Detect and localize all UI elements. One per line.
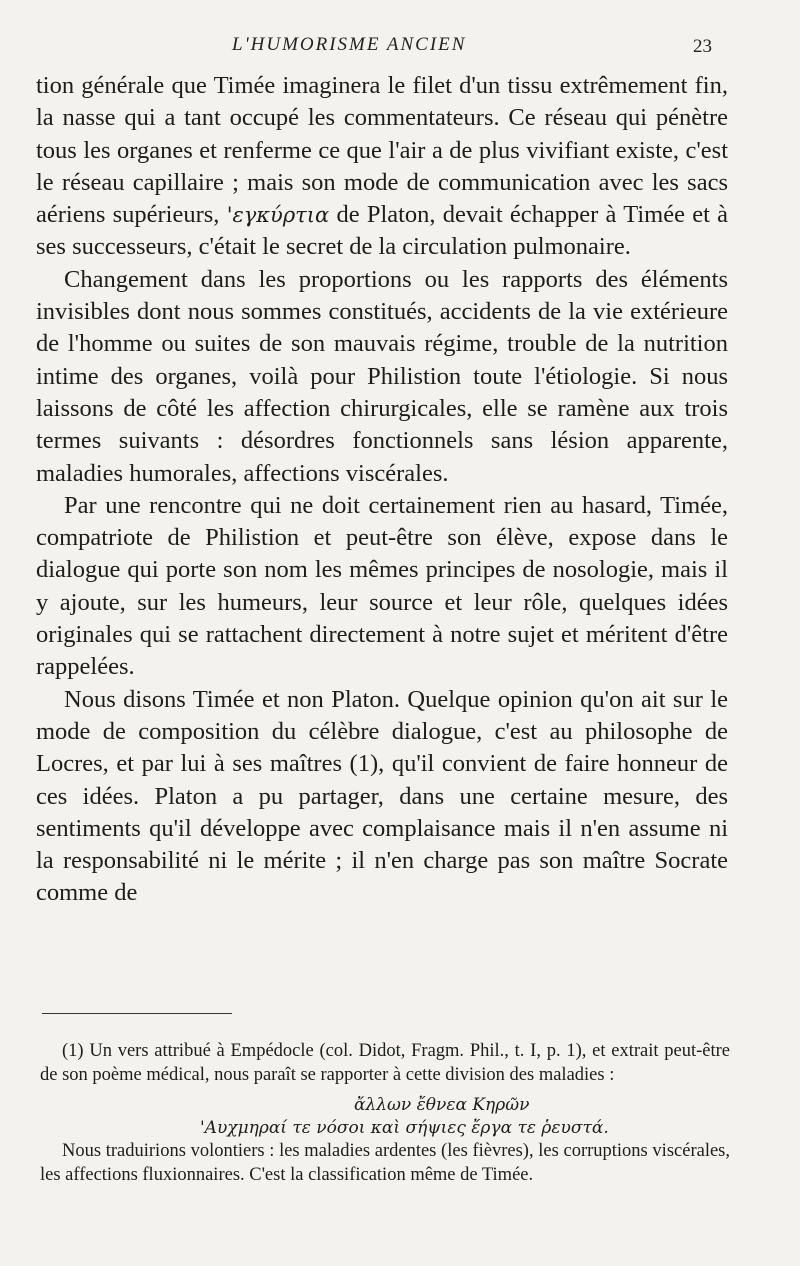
footnote-translation: Nous traduirions volontiers : les maladies ardentes (les fièvres), les corruptions viscérales, les affections fluxionnaires. C'est la classification même de Timée. (40, 1141, 730, 1185)
verse-line-1: ἄλλων ἔθνεα Κηρῶν (354, 1095, 530, 1115)
paragraph-1-text: tion générale que Timée imaginera le filet d'un tissu extrêmement fin, la nasse qui a tant occupé les commentateurs. Ce réseau qui pénètre tous les organes et renferme ce que l'air a de plus vivifiant existe, c'est le réseau capillaire ; mais son mode de communication avec les sacs aériens supérieurs, (36, 72, 728, 229)
main-text (36, 70, 728, 910)
footnote (40, 1040, 730, 1187)
paragraph-1 (36, 70, 728, 264)
page-number: 23 (693, 36, 712, 57)
running-title: L'HUMORISME ANCIEN (232, 34, 467, 55)
paragraph-4: Nous disons Timée et non Platon. Quelque opinion qu'on ait sur le mode de composition du célèbre dialogue, c'est au philosophe de Locres, et par lui à ses maîtres (1), qu'il convient de faire honneur de ces idées. Platon a pu partager, dans une certaine mesure, des sentiments qu'il développe avec complaisance mais il n'en assume ni la responsabilité ni le mérite ; il n'en charge pas son maître Socrate comme de (36, 685, 728, 907)
footnote-rule (42, 1013, 232, 1014)
greek-verse (40, 1087, 730, 1140)
verse-line-2: 'Αυχμηραί τε νόσοι καὶ σήψιες ἔργα τε ῥευστά. (200, 1118, 609, 1138)
paragraph-2: Changement dans les proportions ou les rapports des éléments invisibles dont nous sommes constitués, accidents de la vie extérieure de l'homme ou suites de son mauvais régime, trouble de la nutrition intime des organes, voilà pour Philistion toute l'étiologie. Si nous laissons de côté les affection chirurgicales, elle se ramène aux trois termes suivants : désordres fonctionnels sans lésion apparente, maladies humorales, affections viscérales. (36, 265, 728, 487)
paragraph-1-continuation: de Platon, devait échapper à Timée et à ses successeurs, c'était le secret de la circulation pulmonaire. (36, 201, 728, 261)
paragraph-3: Par une rencontre qui ne doit certainement rien au hasard, Timée, compatriote de Philistion et peut-être son élève, expose dans le dialogue qui porte son nom les mêmes principes de nosologie, mais il y ajoute, sur les humeurs, leur source et leur rôle, quelques idées originales qui se rattachent directement à notre sujet et méritent d'être rappelées. (36, 491, 728, 681)
greek-word: 'εγκύρτια (226, 203, 330, 228)
footnote-text: (1) Un vers attribué à Empédocle (col. Didot, Fragm. Phil., t. I, p. 1), et extrait peut-être de son poème médical, nous paraît se rapporter à cette division des maladies : (40, 1041, 730, 1085)
